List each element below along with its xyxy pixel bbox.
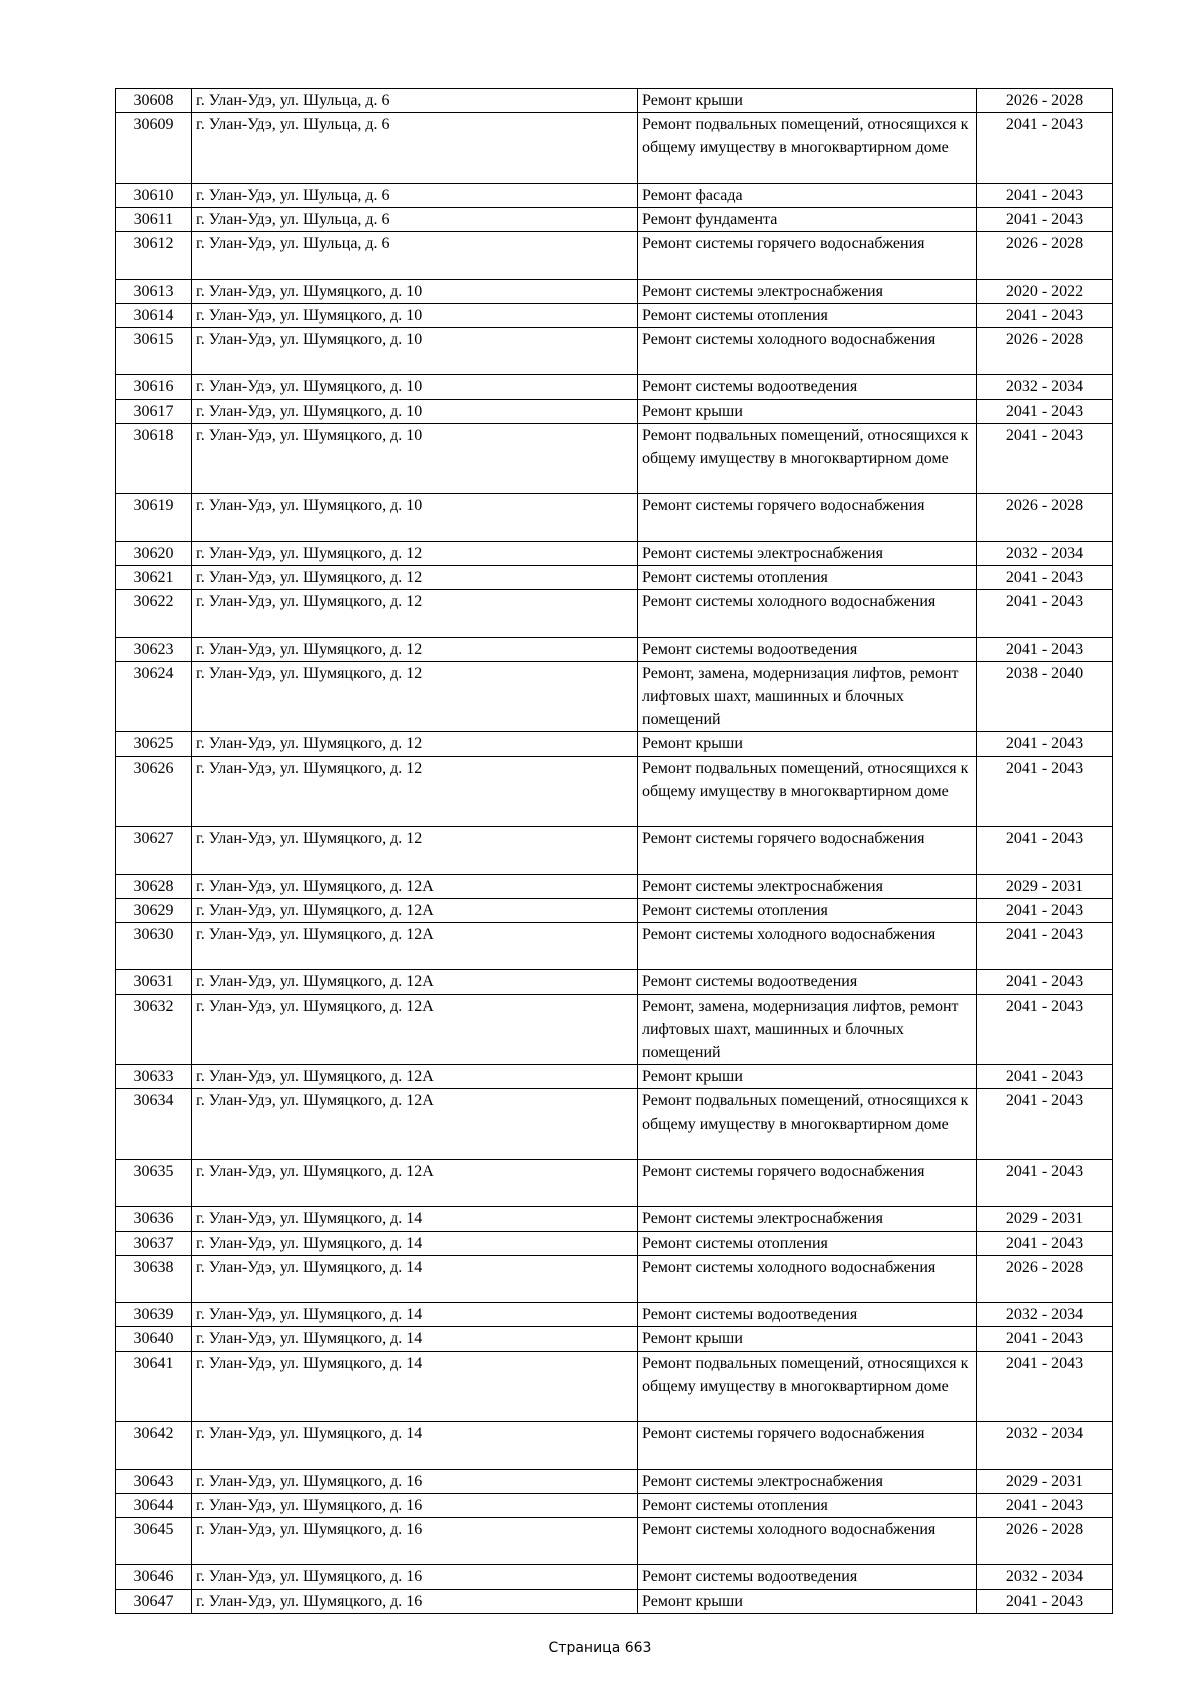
row-number: 30620 (116, 541, 192, 565)
row-work-type: Ремонт системы водоотведения (638, 637, 977, 661)
row-work-type: Ремонт подвальных помещений, относящихся к общему имуществу в многоквартирном доме (638, 1351, 977, 1422)
row-work-type: Ремонт системы отопления (638, 898, 977, 922)
row-work-type: Ремонт системы водоотведения (638, 375, 977, 399)
row-work-type: Ремонт подвальных помещений, относящихся к общему имуществу в многоквартирном доме (638, 113, 977, 184)
row-work-type: Ремонт системы отопления (638, 1493, 977, 1517)
row-work-type: Ремонт системы отопления (638, 565, 977, 589)
row-number: 30617 (116, 399, 192, 423)
table-row (116, 1565, 1113, 1589)
row-address: г. Улан-Удэ, ул. Шумяцкого, д. 14 (192, 1351, 638, 1422)
table-row (116, 1231, 1113, 1255)
row-address: г. Улан-Удэ, ул. Шульца, д. 6 (192, 113, 638, 184)
row-address: г. Улан-Удэ, ул. Шумяцкого, д. 10 (192, 375, 638, 399)
table-row (116, 375, 1113, 399)
row-period: 2041 - 2043 (977, 827, 1113, 874)
row-work-type: Ремонт крыши (638, 732, 977, 756)
row-period: 2041 - 2043 (977, 970, 1113, 994)
table-row (116, 1327, 1113, 1351)
row-number: 30613 (116, 279, 192, 303)
row-period: 2041 - 2043 (977, 1089, 1113, 1160)
row-number: 30647 (116, 1589, 192, 1613)
row-number: 30635 (116, 1159, 192, 1206)
row-work-type: Ремонт подвальных помещений, относящихся к общему имуществу в многоквартирном доме (638, 423, 977, 494)
row-number: 30631 (116, 970, 192, 994)
table-row (116, 1089, 1113, 1160)
row-number: 30645 (116, 1517, 192, 1564)
row-work-type: Ремонт системы холодного водоснабжения (638, 1255, 977, 1302)
row-period: 2026 - 2028 (977, 1255, 1113, 1302)
repair-schedule-table (115, 88, 1113, 1614)
row-number: 30628 (116, 874, 192, 898)
row-number: 30619 (116, 494, 192, 541)
row-address: г. Улан-Удэ, ул. Шумяцкого, д. 10 (192, 279, 638, 303)
row-number: 30640 (116, 1327, 192, 1351)
row-number: 30621 (116, 565, 192, 589)
row-address: г. Улан-Удэ, ул. Шумяцкого, д. 12А (192, 1159, 638, 1206)
row-number: 30623 (116, 637, 192, 661)
row-number: 30618 (116, 423, 192, 494)
row-work-type: Ремонт фасада (638, 183, 977, 207)
row-number: 30637 (116, 1231, 192, 1255)
row-period: 2026 - 2028 (977, 1517, 1113, 1564)
row-period: 2029 - 2031 (977, 874, 1113, 898)
row-address: г. Улан-Удэ, ул. Шумяцкого, д. 12А (192, 922, 638, 969)
row-work-type: Ремонт системы водоотведения (638, 1303, 977, 1327)
table-row (116, 399, 1113, 423)
row-address: г. Улан-Удэ, ул. Шумяцкого, д. 12 (192, 541, 638, 565)
row-number: 30633 (116, 1065, 192, 1089)
table-row (116, 827, 1113, 874)
row-address: г. Улан-Удэ, ул. Шумяцкого, д. 12А (192, 1089, 638, 1160)
row-work-type: Ремонт системы водоотведения (638, 970, 977, 994)
row-period: 2041 - 2043 (977, 1327, 1113, 1351)
table-row (116, 874, 1113, 898)
row-work-type: Ремонт системы горячего водоснабжения (638, 827, 977, 874)
table-row (116, 328, 1113, 375)
row-period: 2041 - 2043 (977, 732, 1113, 756)
table-row (116, 1303, 1113, 1327)
row-address: г. Улан-Удэ, ул. Шульца, д. 6 (192, 183, 638, 207)
table-row (116, 423, 1113, 494)
row-work-type: Ремонт крыши (638, 1327, 977, 1351)
row-work-type: Ремонт крыши (638, 1589, 977, 1613)
row-period: 2041 - 2043 (977, 183, 1113, 207)
row-period: 2020 - 2022 (977, 279, 1113, 303)
row-number: 30639 (116, 1303, 192, 1327)
row-work-type: Ремонт системы электроснабжения (638, 541, 977, 565)
table-row (116, 113, 1113, 184)
row-work-type: Ремонт крыши (638, 1065, 977, 1089)
row-work-type: Ремонт системы горячего водоснабжения (638, 232, 977, 279)
row-period: 2026 - 2028 (977, 494, 1113, 541)
row-period: 2041 - 2043 (977, 1231, 1113, 1255)
row-period: 2029 - 2031 (977, 1207, 1113, 1231)
row-number: 30636 (116, 1207, 192, 1231)
table-row (116, 1159, 1113, 1206)
row-work-type: Ремонт системы горячего водоснабжения (638, 1159, 977, 1206)
row-number: 30616 (116, 375, 192, 399)
table-row (116, 756, 1113, 827)
row-number: 30612 (116, 232, 192, 279)
row-address: г. Улан-Удэ, ул. Шумяцкого, д. 14 (192, 1231, 638, 1255)
row-period: 2041 - 2043 (977, 208, 1113, 232)
row-number: 30611 (116, 208, 192, 232)
row-address: г. Улан-Удэ, ул. Шумяцкого, д. 10 (192, 423, 638, 494)
table-row (116, 1589, 1113, 1613)
table-row (116, 1517, 1113, 1564)
row-number: 30624 (116, 661, 192, 732)
row-work-type: Ремонт системы отопления (638, 303, 977, 327)
row-work-type: Ремонт, замена, модернизация лифтов, ремонт лифтовых шахт, машинных и блочных помещений (638, 661, 977, 732)
table-row (116, 1469, 1113, 1493)
row-period: 2032 - 2034 (977, 1422, 1113, 1469)
row-period: 2032 - 2034 (977, 1303, 1113, 1327)
row-period: 2041 - 2043 (977, 637, 1113, 661)
row-work-type: Ремонт подвальных помещений, относящихся к общему имуществу в многоквартирном доме (638, 756, 977, 827)
row-address: г. Улан-Удэ, ул. Шумяцкого, д. 12 (192, 590, 638, 637)
row-period: 2026 - 2028 (977, 328, 1113, 375)
row-address: г. Улан-Удэ, ул. Шумяцкого, д. 12 (192, 827, 638, 874)
row-period: 2041 - 2043 (977, 1065, 1113, 1089)
row-address: г. Улан-Удэ, ул. Шумяцкого, д. 12А (192, 994, 638, 1065)
row-period: 2041 - 2043 (977, 423, 1113, 494)
row-number: 30608 (116, 89, 192, 113)
row-address: г. Улан-Удэ, ул. Шумяцкого, д. 10 (192, 328, 638, 375)
row-address: г. Улан-Удэ, ул. Шульца, д. 6 (192, 232, 638, 279)
table-row (116, 89, 1113, 113)
table-row (116, 303, 1113, 327)
table-row (116, 922, 1113, 969)
row-address: г. Улан-Удэ, ул. Шумяцкого, д. 12 (192, 637, 638, 661)
row-work-type: Ремонт системы электроснабжения (638, 874, 977, 898)
row-period: 2041 - 2043 (977, 1159, 1113, 1206)
row-address: г. Улан-Удэ, ул. Шумяцкого, д. 12 (192, 565, 638, 589)
row-period: 2041 - 2043 (977, 113, 1113, 184)
row-address: г. Улан-Удэ, ул. Шумяцкого, д. 16 (192, 1493, 638, 1517)
row-period: 2032 - 2034 (977, 375, 1113, 399)
table-row (116, 1207, 1113, 1231)
row-address: г. Улан-Удэ, ул. Шумяцкого, д. 10 (192, 399, 638, 423)
row-period: 2029 - 2031 (977, 1469, 1113, 1493)
row-address: г. Улан-Удэ, ул. Шумяцкого, д. 16 (192, 1565, 638, 1589)
row-address: г. Улан-Удэ, ул. Шумяцкого, д. 12 (192, 732, 638, 756)
row-address: г. Улан-Удэ, ул. Шумяцкого, д. 14 (192, 1422, 638, 1469)
row-address: г. Улан-Удэ, ул. Шумяцкого, д. 14 (192, 1327, 638, 1351)
row-address: г. Улан-Удэ, ул. Шумяцкого, д. 10 (192, 494, 638, 541)
row-period: 2026 - 2028 (977, 89, 1113, 113)
row-number: 30625 (116, 732, 192, 756)
row-period: 2041 - 2043 (977, 898, 1113, 922)
page-number: Страница 663 (548, 1640, 652, 1656)
row-period: 2041 - 2043 (977, 994, 1113, 1065)
row-number: 30609 (116, 113, 192, 184)
row-work-type: Ремонт системы электроснабжения (638, 1469, 977, 1493)
row-address: г. Улан-Удэ, ул. Шумяцкого, д. 16 (192, 1517, 638, 1564)
row-work-type: Ремонт системы холодного водоснабжения (638, 590, 977, 637)
table-row (116, 1422, 1113, 1469)
row-work-type: Ремонт системы отопления (638, 1231, 977, 1255)
row-number: 30643 (116, 1469, 192, 1493)
row-number: 30642 (116, 1422, 192, 1469)
row-period: 2032 - 2034 (977, 1565, 1113, 1589)
row-work-type: Ремонт подвальных помещений, относящихся к общему имуществу в многоквартирном доме (638, 1089, 977, 1160)
table-row (116, 661, 1113, 732)
row-address: г. Улан-Удэ, ул. Шульца, д. 6 (192, 208, 638, 232)
table-row (116, 541, 1113, 565)
row-address: г. Улан-Удэ, ул. Шумяцкого, д. 12 (192, 756, 638, 827)
row-address: г. Улан-Удэ, ул. Шумяцкого, д. 16 (192, 1469, 638, 1493)
row-address: г. Улан-Удэ, ул. Шумяцкого, д. 14 (192, 1303, 638, 1327)
row-address: г. Улан-Удэ, ул. Шумяцкого, д. 14 (192, 1255, 638, 1302)
row-period: 2038 - 2040 (977, 661, 1113, 732)
row-address: г. Улан-Удэ, ул. Шумяцкого, д. 14 (192, 1207, 638, 1231)
row-address: г. Улан-Удэ, ул. Шумяцкого, д. 12 (192, 661, 638, 732)
row-work-type: Ремонт системы холодного водоснабжения (638, 922, 977, 969)
row-period: 2041 - 2043 (977, 303, 1113, 327)
row-address: г. Улан-Удэ, ул. Шумяцкого, д. 12А (192, 1065, 638, 1089)
table-row (116, 208, 1113, 232)
row-period: 2041 - 2043 (977, 922, 1113, 969)
row-period: 2041 - 2043 (977, 1589, 1113, 1613)
row-work-type: Ремонт фундамента (638, 208, 977, 232)
table-row (116, 970, 1113, 994)
row-number: 30632 (116, 994, 192, 1065)
row-number: 30644 (116, 1493, 192, 1517)
table-row (116, 494, 1113, 541)
table-row (116, 1255, 1113, 1302)
row-work-type: Ремонт системы электроснабжения (638, 279, 977, 303)
row-work-type: Ремонт системы электроснабжения (638, 1207, 977, 1231)
row-work-type: Ремонт системы горячего водоснабжения (638, 1422, 977, 1469)
row-number: 30615 (116, 328, 192, 375)
row-number: 30630 (116, 922, 192, 969)
row-work-type: Ремонт системы холодного водоснабжения (638, 328, 977, 375)
row-number: 30622 (116, 590, 192, 637)
table-row (116, 994, 1113, 1065)
row-address: г. Улан-Удэ, ул. Шумяцкого, д. 16 (192, 1589, 638, 1613)
row-work-type: Ремонт системы холодного водоснабжения (638, 1517, 977, 1564)
row-period: 2041 - 2043 (977, 565, 1113, 589)
row-period: 2041 - 2043 (977, 1493, 1113, 1517)
row-work-type: Ремонт, замена, модернизация лифтов, ремонт лифтовых шахт, машинных и блочных помещений (638, 994, 977, 1065)
table-row (116, 279, 1113, 303)
row-number: 30626 (116, 756, 192, 827)
row-number: 30627 (116, 827, 192, 874)
table-row (116, 1065, 1113, 1089)
row-address: г. Улан-Удэ, ул. Шумяцкого, д. 12А (192, 874, 638, 898)
row-address: г. Улан-Удэ, ул. Шумяцкого, д. 10 (192, 303, 638, 327)
row-work-type: Ремонт крыши (638, 399, 977, 423)
row-period: 2032 - 2034 (977, 541, 1113, 565)
row-work-type: Ремонт крыши (638, 89, 977, 113)
table-row (116, 732, 1113, 756)
row-number: 30641 (116, 1351, 192, 1422)
table-row (116, 590, 1113, 637)
row-address: г. Улан-Удэ, ул. Шумяцкого, д. 12А (192, 970, 638, 994)
row-address: г. Улан-Удэ, ул. Шумяцкого, д. 12А (192, 898, 638, 922)
table-row (116, 565, 1113, 589)
row-period: 2041 - 2043 (977, 1351, 1113, 1422)
row-work-type: Ремонт системы водоотведения (638, 1565, 977, 1589)
table-row (116, 637, 1113, 661)
table-row (116, 1351, 1113, 1422)
table-row (116, 1493, 1113, 1517)
row-period: 2041 - 2043 (977, 590, 1113, 637)
table-row (116, 232, 1113, 279)
row-number: 30646 (116, 1565, 192, 1589)
row-period: 2041 - 2043 (977, 756, 1113, 827)
row-period: 2026 - 2028 (977, 232, 1113, 279)
table-body (116, 89, 1113, 1614)
row-work-type: Ремонт системы горячего водоснабжения (638, 494, 977, 541)
row-number: 30638 (116, 1255, 192, 1302)
table-row (116, 898, 1113, 922)
row-number: 30614 (116, 303, 192, 327)
row-number: 30610 (116, 183, 192, 207)
row-number: 30634 (116, 1089, 192, 1160)
table-row (116, 183, 1113, 207)
row-address: г. Улан-Удэ, ул. Шульца, д. 6 (192, 89, 638, 113)
row-number: 30629 (116, 898, 192, 922)
row-period: 2041 - 2043 (977, 399, 1113, 423)
